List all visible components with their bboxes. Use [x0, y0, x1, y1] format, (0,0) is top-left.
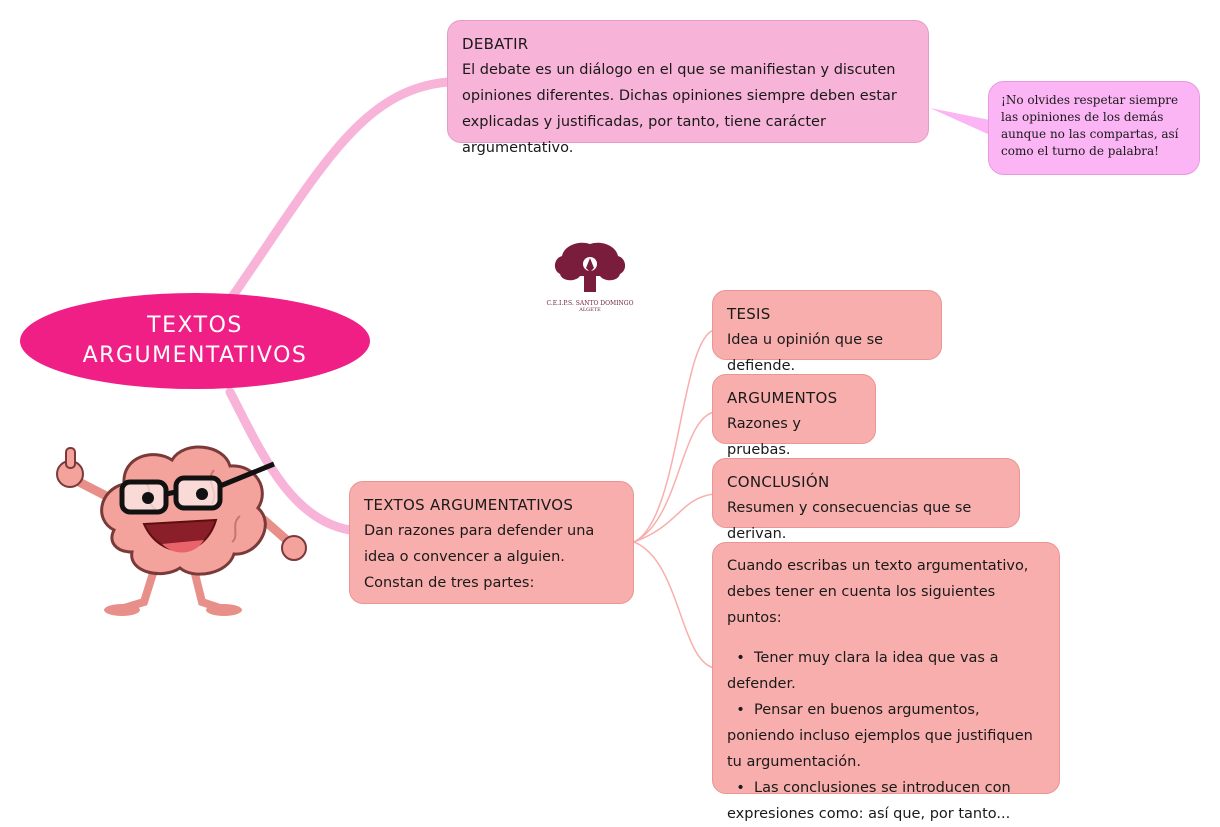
connector-debatir-to-note — [930, 108, 990, 135]
debatir-node[interactable] — [447, 20, 929, 156]
textos-node[interactable] — [349, 481, 634, 604]
tesis-body: Idea u opinión que se defiende. — [727, 332, 884, 374]
brain-mascot-icon — [44, 420, 314, 620]
central-topic[interactable] — [20, 293, 370, 389]
connector-textos-to-conclusion — [634, 494, 714, 542]
tree-pen-icon — [550, 238, 630, 296]
central-topic-label: TEXTOS ARGUMENTATIVOS — [82, 313, 308, 368]
tesis-node[interactable] — [712, 290, 942, 374]
tips-item-text: Tener muy clara la idea que vas a defender. — [727, 650, 999, 692]
tips-item: • Las conclusiones se introducen con expresiones como: así que, por tanto... — [727, 780, 1011, 822]
conclusion-body: Resumen y consecuencias que se derivan. — [727, 500, 972, 542]
tips-item: • Tener muy clara la idea que vas a defender. — [727, 650, 999, 692]
logo-subcaption: ALGETE — [579, 307, 601, 313]
textos-title: TEXTOS ARGUMENTATIVOS — [364, 496, 574, 514]
respect-note[interactable] — [988, 81, 1200, 175]
tips-item-text: Pensar en buenos argumentos, poniendo incluso ejemplos que justifiquen tu argumentación. — [727, 702, 1033, 770]
tips-item-text: Las conclusiones se introducen con expresiones como: así que, por tanto... — [727, 780, 1011, 822]
argumentos-title: ARGUMENTOS — [727, 389, 838, 407]
conclusion-title: CONCLUSIÓN — [727, 473, 830, 491]
connector-textos-to-argumentos — [634, 412, 714, 542]
debatir-body: El debate es un diálogo en el que se manifiestan y discuten opiniones diferentes. Dichas opiniones siempre deben estar explicadas y justificadas, por tanto, tiene carácter argumentativo. — [462, 62, 897, 156]
tesis-title: TESIS — [727, 305, 771, 323]
connector-textos-to-tips — [634, 542, 714, 668]
connector-textos-to-tesis — [634, 330, 714, 542]
argumentos-node[interactable] — [712, 374, 876, 458]
tips-item: • Pensar en buenos argumentos, poniendo incluso ejemplos que justifiquen tu argumentación. — [727, 702, 1033, 770]
textos-body: Dan razones para defender una idea o convencer a alguien. Constan de tres partes: — [364, 523, 595, 591]
connector-central-to-debatir — [230, 82, 448, 300]
argumentos-body: Razones y pruebas. — [727, 416, 801, 458]
logo-caption: C.E.I.P.S. SANTO DOMINGO — [546, 300, 634, 307]
school-logo — [538, 238, 642, 318]
conclusion-node[interactable] — [712, 458, 1020, 542]
debatir-title: DEBATIR — [462, 35, 529, 53]
respect-note-text: ¡No olvides respetar siempre las opiniones de los demás aunque no las compartas, así como el turno de palabra! — [1001, 93, 1179, 158]
tips-intro: Cuando escribas un texto argumentativo, debes tener en cuenta los siguientes puntos: — [727, 558, 1029, 626]
tips-node[interactable] — [712, 542, 1060, 822]
